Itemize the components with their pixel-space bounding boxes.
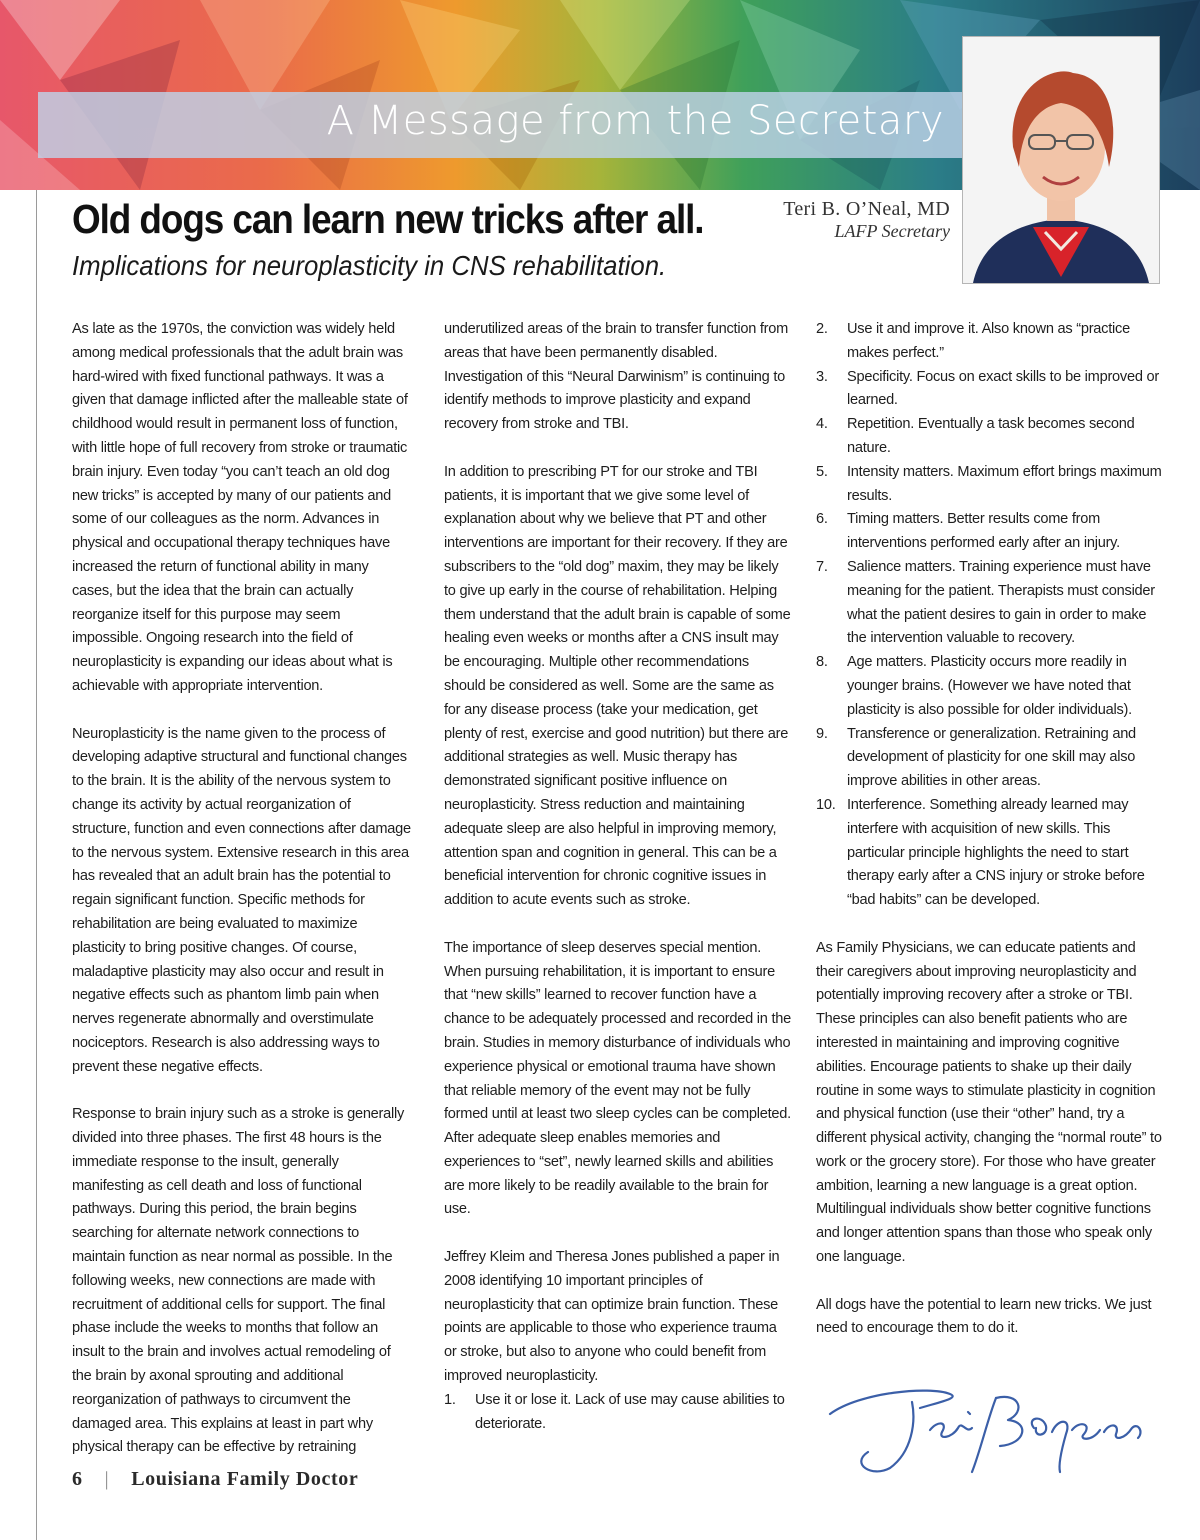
article-column-2 xyxy=(444,318,792,1436)
list-text: Age matters. Plasticity occurs more readily in younger brains. (However we have noted that plasticity is also possible for older individuals). xyxy=(847,654,1132,718)
paragraph: Response to brain injury such as a stroke is generally divided into three phases. The first 48 hours is the immediate response to the insult, generally manifesting as cell death and loss of functional pathways. During this period, the brain begins searching for alternate network connections to maintain function as near normal as possible. In the following weeks, new connections are made with recruitment of additional cells for support. The final phase include the weeks to months that follow an insult to the brain and involves actual remodeling of the brain by axonal sprouting and additional reorganization of pathways to circumvent the damaged area. This explains at least in part why physical therapy can be effective by retraining xyxy=(72,1106,405,1456)
page-footer xyxy=(72,1468,358,1491)
paragraph: All dogs have the potential to learn new tricks. We just need to encourage them to do it. xyxy=(816,1296,1152,1337)
list-text: Repetition. Eventually a task becomes second nature. xyxy=(847,416,1135,456)
author-portrait-image xyxy=(963,37,1159,283)
paragraph: Jeffrey Kleim and Theresa Jones published a paper in 2008 identifying 10 important principles of neuroplasticity that can optimize brain function. These points are applicable to those who experience trauma or stroke, but also to anyone who could benefit from improved neuroplasticity. xyxy=(444,1249,780,1385)
list-number: 4. xyxy=(816,416,828,433)
list-number: 9. xyxy=(816,725,828,742)
author-name: Teri B. O’Neal, MD xyxy=(783,198,950,220)
author-photo xyxy=(962,36,1160,284)
author-byline xyxy=(783,198,950,242)
list-number: 2. xyxy=(816,321,828,337)
signature-image xyxy=(820,1372,1150,1482)
author-role: LAFP Secretary xyxy=(834,221,950,241)
article-column-3 xyxy=(816,318,1162,1365)
section-title: A Message from the Secretary xyxy=(326,98,944,144)
list-item xyxy=(816,556,1162,651)
article-headline: Old dogs can learn new tricks after all. xyxy=(72,196,704,242)
list-number: 1. xyxy=(444,1391,456,1408)
list-number: 6. xyxy=(816,511,828,528)
list-number: 3. xyxy=(816,368,828,385)
paragraph: As Family Physicians, we can educate patients and their caregivers about improving neuroplasticity and potentially improving recovery after a stroke or TBI. These principles can also benefit patients who are interested in maintaining and improving cognitive abilities. Encourage patients to shake up their daily routine in some ways to stimulate plasticity in cognition and physical function (use their “other” hand, try a different physical activity, changing the “normal route” to work or the grocery store). For those who have greater ambition, learning a new language is a great option. Multilingual individuals show better cognitive functions and longer attention spans than those who speak only one language. xyxy=(816,939,1162,1266)
footer-separator: | xyxy=(104,1468,110,1490)
paragraph: underutilized areas of the brain to transfer function from areas that have been permanently disabled. Investigation of this “Neural Darwinism” is continuing to identify methods to improve plasticity and expand recovery from stroke and TBI. xyxy=(444,321,789,433)
paragraph: As late as the 1970s, the conviction was widely held among medical professionals that the adult brain was hard-wired with fixed functional pathways. It was a given that damage inflicted after the malleable state of childhood would result in permanent loss of function, with little hope of full recovery from stroke or traumatic brain injury. Even today “you can’t teach an old dog new tricks” is accepted by many of our patients and some of our colleagues as the norm. Advances in physical and occupational therapy techniques have increased the return of functional ability in many cases, but the idea that the brain can actually reorganize itself for this purpose may seem impossible. Ongoing research into the field of neuroplasticity is expanding our ideas about what is achievable with appropriate intervention. xyxy=(72,321,408,694)
list-number: 8. xyxy=(816,654,828,671)
list-item xyxy=(816,723,1162,794)
signature xyxy=(820,1372,1150,1487)
paragraph: The importance of sleep deserves special mention. When pursuing rehabilitation, it is important to ensure that “new skills” learned to recover function have a chance to be adequately processed and recorded in the brain. Studies in memory disturbance of individuals who experience physical or emotional trauma have shown that reliable memory of the event may not be fully formed until at least two sleep cycles can be completed. After adequate sleep enables memories and experiences to “set”, newly learned skills and abilities are more likely to be readily available to the brain for use. xyxy=(444,939,791,1218)
list-item xyxy=(816,508,1162,556)
title-bar xyxy=(38,92,962,158)
principles-list-part-2 xyxy=(816,318,1162,913)
page-number: 6 xyxy=(72,1468,83,1490)
list-item xyxy=(444,1389,792,1437)
article-column-1 xyxy=(72,318,412,1484)
list-number: 7. xyxy=(816,558,828,575)
margin-rule xyxy=(36,190,37,1540)
paragraph: Neuroplasticity is the name given to the process of developing adaptive structural and functional changes to the brain. It is the ability of the nervous system to change its activity by actual reorganization of structure, function and even connections after damage to the nervous system. Extensive research in this area has revealed that an adult brain has the potential to regain significant function. Specific methods for rehabilitation are being evaluated to maximize plasticity to bring positive changes. Of course, maladaptive plasticity may also occur and result in negative effects such as phantom limb pain when nerves regenerate abnormally and overstimulate nociceptors. Research is also addressing ways to prevent these negative effects. xyxy=(72,725,411,1075)
list-text: Transference or generalization. Retraining and development of plasticity for one skill may also improve abilities in other areas. xyxy=(847,725,1136,790)
list-text: Intensity matters. Maximum effort brings maximum results. xyxy=(847,463,1162,504)
principles-list-part-1 xyxy=(444,1389,792,1437)
list-number: 5. xyxy=(816,463,828,480)
list-number: 10. xyxy=(816,796,836,813)
list-text: Use it and improve it. Also known as “practice makes perfect.” xyxy=(847,321,1130,361)
list-text: Salience matters. Training experience must have meaning for the patient. Therapists must consider what the patient desires to gain in order to make the intervention valuable to recovery. xyxy=(847,558,1155,647)
list-item xyxy=(816,461,1162,509)
list-item xyxy=(816,413,1162,461)
list-item xyxy=(816,366,1162,414)
publication-name: Louisiana Family Doctor xyxy=(131,1468,359,1490)
list-text: Interference. Something already learned may interfere with acquisition of new skills. This particular principle highlights the need to start therapy early after a CNS injury or stroke before “bad habits” can be developed. xyxy=(847,796,1145,909)
list-item xyxy=(816,318,1162,366)
list-item xyxy=(816,651,1162,722)
list-item xyxy=(816,794,1162,913)
list-text: Use it or lose it. Lack of use may cause abilities to deteriorate. xyxy=(475,1391,785,1432)
list-text: Timing matters. Better results come from interventions performed early after an injury. xyxy=(847,511,1120,552)
paragraph: In addition to prescribing PT for our stroke and TBI patients, it is important that we give some level of explanation about why we believe that PT and other interventions are important for their recovery. If they are subscribers to the “old dog” maxim, they may be likely to give up early in the course of rehabilitation. Helping them understand that the adult brain is capable of some healing even weeks or months after a CNS insult may be encouraging. Multiple other recommendations should be considered as well. Some are the same as for any disease process (take your medication, get plenty of rest, exercise and good nutrition) but there are additional strategies as well. Music therapy has demonstrated significant positive influence on neuroplasticity. Stress reduction and maintaining adequate sleep are also helpful in improving memory, attention span and cognition in general. This can be a beneficial intervention for chronic cognitive issues in addition to acute events such as stroke. xyxy=(444,463,791,909)
list-text: Specificity. Focus on exact skills to be improved or learned. xyxy=(847,368,1159,409)
article-subheadline: Implications for neuroplasticity in CNS rehabilitation. xyxy=(72,250,667,281)
